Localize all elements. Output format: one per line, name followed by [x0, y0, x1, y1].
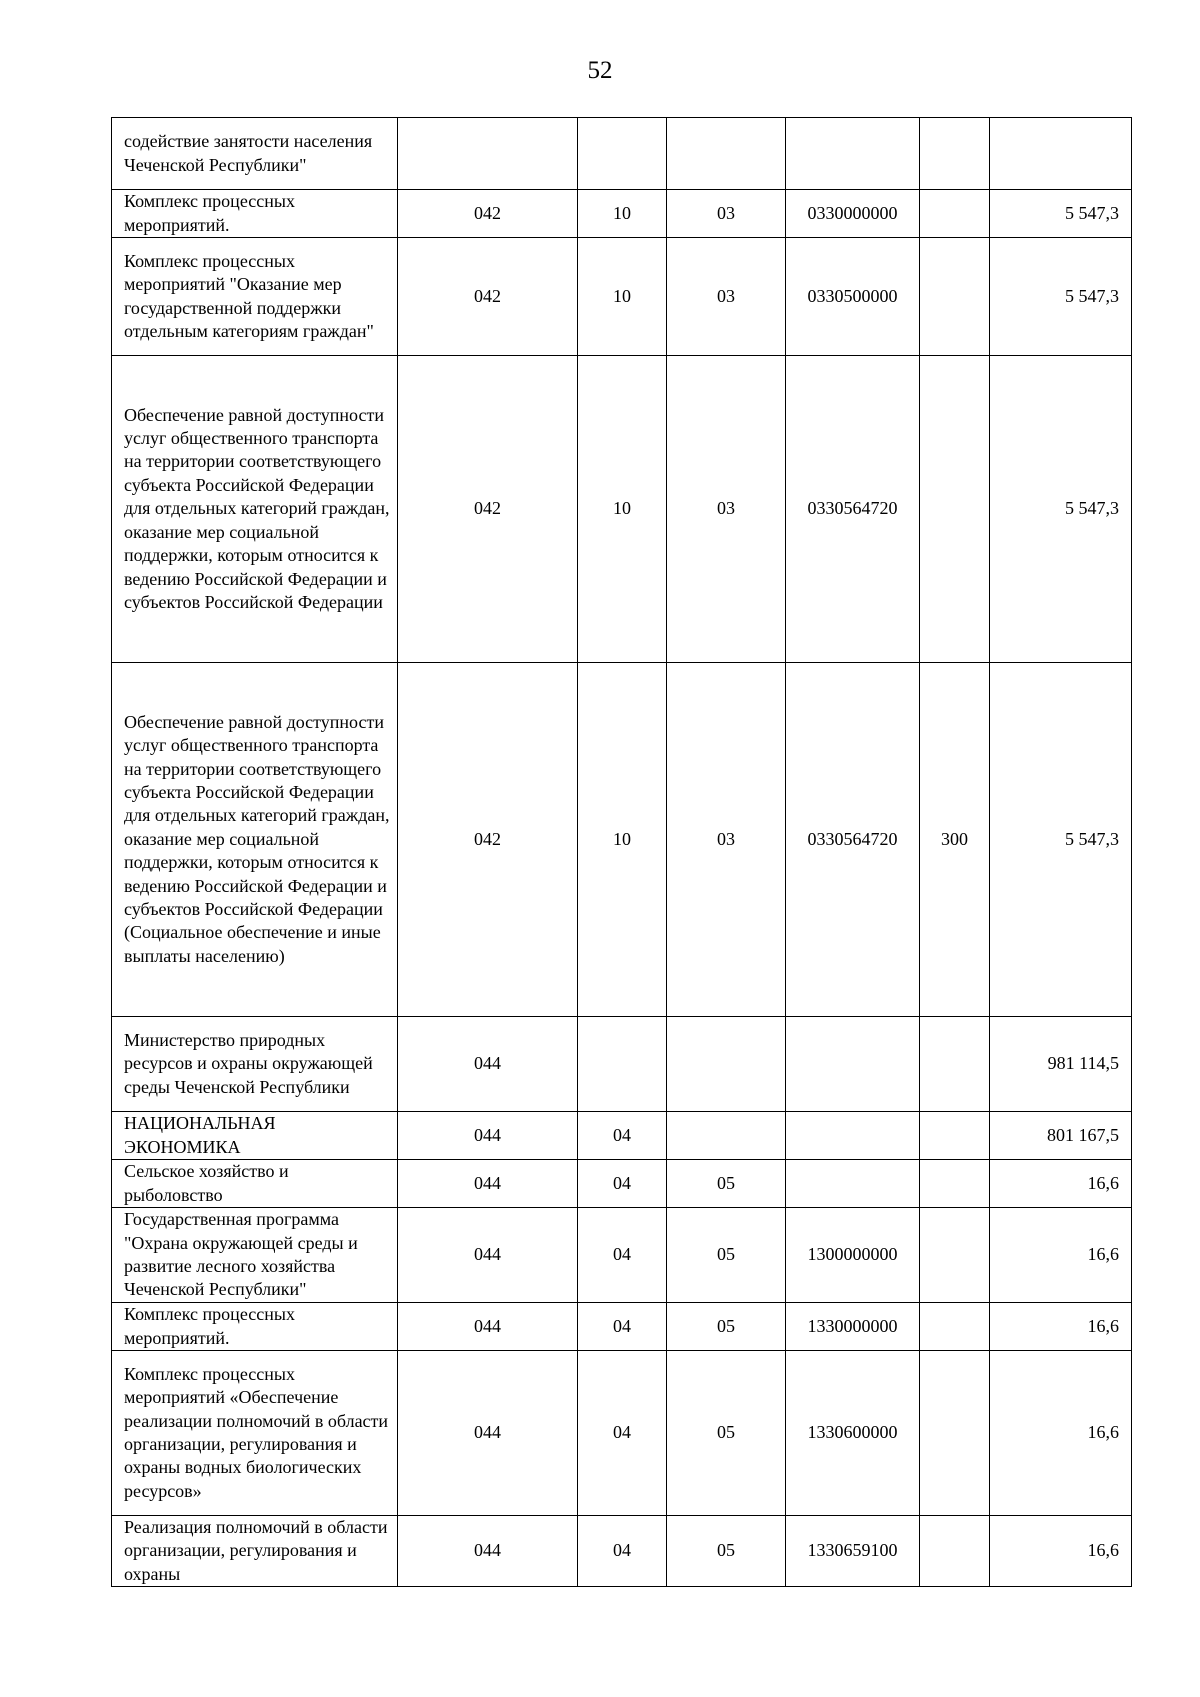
row-ved: 044 [398, 1112, 578, 1160]
row-name: Комплекс процессных мероприятий. [112, 190, 398, 238]
row-rz: 10 [578, 190, 667, 238]
row-csr: 1330000000 [786, 1303, 920, 1351]
row-csr: 0330564720 [786, 356, 920, 663]
table-row [112, 1208, 1132, 1303]
row-name: содействие занятости населения Чеченской Республики" [112, 118, 398, 190]
row-ved [398, 118, 578, 190]
row-vr [920, 190, 990, 238]
table-row [112, 663, 1132, 1017]
row-pr: 05 [667, 1351, 786, 1516]
row-csr [786, 118, 920, 190]
row-rz: 10 [578, 663, 667, 1017]
row-name: НАЦИОНАЛЬНАЯ ЭКОНОМИКА [112, 1112, 398, 1160]
budget-table [111, 117, 1132, 1587]
table-row [112, 1160, 1132, 1208]
row-rz: 04 [578, 1351, 667, 1516]
row-csr [786, 1160, 920, 1208]
row-rz: 04 [578, 1160, 667, 1208]
row-name: Комплекс процессных мероприятий «Обеспечение реализации полномочий в области организации, регулирования и охраны водных биологических ресурсов» [112, 1351, 398, 1516]
row-pr: 05 [667, 1303, 786, 1351]
row-ved: 042 [398, 663, 578, 1017]
row-vr [920, 1112, 990, 1160]
table-row [112, 118, 1132, 190]
row-ved: 044 [398, 1516, 578, 1587]
table-row [112, 190, 1132, 238]
row-name: Обеспечение равной доступности услуг общественного транспорта на территории соответствующего субъекта Российской Федерации для отдельных категорий граждан, оказание мер социальной поддержки, которым относится к ведению Российской Федерации и субъектов Российской Федерации (Социальное обеспечение и иные выплаты населению) [112, 663, 398, 1017]
row-name: Обеспечение равной доступности услуг общественного транспорта на территории соответствующего субъекта Российской Федерации для отдельных категорий граждан, оказание мер социальной поддержки, которым относится к ведению Российской Федерации и субъектов Российской Федерации [112, 356, 398, 663]
row-vr [920, 1160, 990, 1208]
row-sum: 5 547,3 [990, 356, 1132, 663]
row-rz: 10 [578, 238, 667, 356]
row-sum: 801 167,5 [990, 1112, 1132, 1160]
row-sum: 5 547,3 [990, 238, 1132, 356]
row-sum: 16,6 [990, 1208, 1132, 1303]
row-ved: 042 [398, 356, 578, 663]
row-ved: 044 [398, 1208, 578, 1303]
row-sum: 16,6 [990, 1303, 1132, 1351]
row-pr: 03 [667, 238, 786, 356]
row-rz: 04 [578, 1112, 667, 1160]
row-name: Министерство природных ресурсов и охраны окружающей среды Чеченской Республики [112, 1017, 398, 1112]
row-name: Сельское хозяйство и рыболовство [112, 1160, 398, 1208]
row-pr: 03 [667, 190, 786, 238]
row-csr: 1300000000 [786, 1208, 920, 1303]
row-csr: 1330659100 [786, 1516, 920, 1587]
row-name: Комплекс процессных мероприятий. [112, 1303, 398, 1351]
row-pr: 03 [667, 356, 786, 663]
row-pr: 05 [667, 1160, 786, 1208]
row-vr: 300 [920, 663, 990, 1017]
row-vr [920, 238, 990, 356]
row-sum: 16,6 [990, 1160, 1132, 1208]
row-rz: 04 [578, 1208, 667, 1303]
row-pr: 05 [667, 1516, 786, 1587]
row-ved: 044 [398, 1017, 578, 1112]
row-pr: 05 [667, 1208, 786, 1303]
table-row [112, 1303, 1132, 1351]
row-vr [920, 1351, 990, 1516]
row-vr [920, 118, 990, 190]
row-csr: 0330000000 [786, 190, 920, 238]
row-ved: 044 [398, 1303, 578, 1351]
row-pr [667, 118, 786, 190]
row-vr [920, 1017, 990, 1112]
row-sum: 5 547,3 [990, 663, 1132, 1017]
table-row [112, 1112, 1132, 1160]
row-name: Реализация полномочий в области организации, регулирования и охраны [112, 1516, 398, 1587]
table-row [112, 1017, 1132, 1112]
row-sum: 16,6 [990, 1516, 1132, 1587]
row-rz [578, 1017, 667, 1112]
row-ved: 042 [398, 190, 578, 238]
row-rz: 10 [578, 356, 667, 663]
row-rz [578, 118, 667, 190]
row-vr [920, 1303, 990, 1351]
row-pr [667, 1112, 786, 1160]
row-vr [920, 1516, 990, 1587]
row-csr: 1330600000 [786, 1351, 920, 1516]
row-vr [920, 356, 990, 663]
row-sum: 16,6 [990, 1351, 1132, 1516]
row-sum [990, 118, 1132, 190]
table-row [112, 356, 1132, 663]
row-csr: 0330564720 [786, 663, 920, 1017]
row-pr: 03 [667, 663, 786, 1017]
table-row [112, 238, 1132, 356]
row-csr: 0330500000 [786, 238, 920, 356]
row-rz: 04 [578, 1516, 667, 1587]
row-ved: 044 [398, 1160, 578, 1208]
row-csr [786, 1112, 920, 1160]
row-sum: 5 547,3 [990, 190, 1132, 238]
row-ved: 042 [398, 238, 578, 356]
page-number: 52 [587, 57, 613, 84]
row-name: Комплекс процессных мероприятий "Оказание мер государственной поддержки отдельным категориям граждан" [112, 238, 398, 356]
row-pr [667, 1017, 786, 1112]
row-name: Государственная программа "Охрана окружающей среды и развитие лесного хозяйства Чеченской Республики" [112, 1208, 398, 1303]
row-ved: 044 [398, 1351, 578, 1516]
row-vr [920, 1208, 990, 1303]
row-sum: 981 114,5 [990, 1017, 1132, 1112]
row-rz: 04 [578, 1303, 667, 1351]
table-row [112, 1351, 1132, 1516]
row-csr [786, 1017, 920, 1112]
table-row [112, 1516, 1132, 1587]
